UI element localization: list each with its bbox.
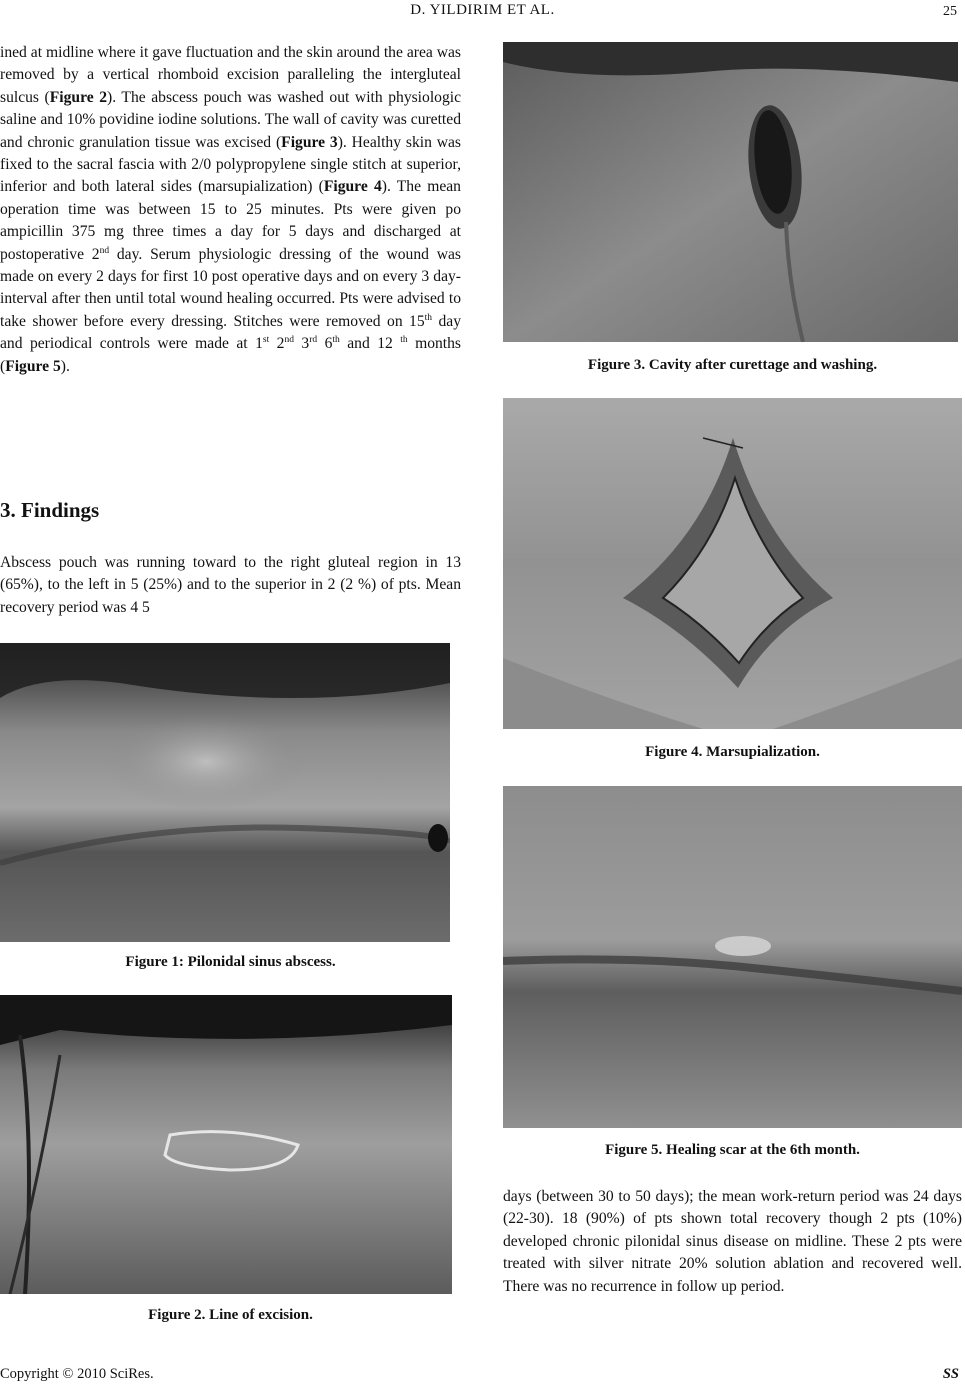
text-run: ). The abscess pouch was washed out with physiologic saline and 10% povidine iodine solutions. The wall of cavity was curetted and chronic granulation tissue was excised (	[0, 88, 461, 151]
page-number: 25	[943, 4, 957, 19]
superscript: nd	[284, 335, 294, 346]
text-run: 3	[293, 335, 310, 353]
figure-ref[interactable]: Figure 2	[49, 88, 108, 106]
text-run: ). Healthy skin was fixed to the sacral fascia with 2/0 polypropylene single stitch at superior, inferior and both lateral sides (marsupialization) (	[0, 133, 461, 196]
methods-paragraph	[0, 42, 461, 378]
figure-2-caption: Figure 2. Line of excision.	[148, 1307, 313, 1323]
text-run: ).	[60, 357, 70, 375]
results-paragraph: days (between 30 to 50 days); the mean work-return period was 24 days (22-30). 18 (90%) of pts shown total recovery though 2 pts (10%) developed chronic pilonidal sinus disease on midline. These 2 pts were treated with silver nitrate 20% solution ablation and recovered well. There was no recurrence in follow up period.	[503, 1188, 962, 1295]
figure-1-photo	[0, 643, 450, 942]
figure-ref[interactable]: Figure 5	[5, 357, 61, 375]
text-run: and 12	[339, 335, 401, 353]
figure-1-caption: Figure 1: Pilonidal sinus abscess.	[125, 954, 336, 970]
copyright-footer: Copyright © 2010 SciRes.	[0, 1366, 154, 1382]
figure-ref[interactable]: Figure 4	[323, 178, 382, 196]
section-heading-findings: 3. Findings	[0, 498, 100, 522]
figure-4-photo	[503, 398, 962, 729]
figure-ref[interactable]: Figure 3	[281, 133, 338, 151]
text-run: ). The mean operation time was between 15 to 25 minutes. Pts were given po ampicillin 375 mg three times a day for 5 days and discharged at postoperative 2	[0, 178, 461, 263]
figure-5-caption: Figure 5. Healing scar at the 6th month.	[605, 1142, 860, 1158]
text-run: day. Serum physiologic dressing of the wound was made on every 2 days for first 10 post operative days and on every 3 day-interval after then until total wound healing occurred. Pts were advised to take shower before every dressing. Stitches were removed on 15	[0, 245, 461, 330]
superscript: rd	[309, 335, 318, 346]
figure-4-caption: Figure 4. Marsupialization.	[645, 744, 820, 760]
figure-3-photo	[503, 42, 958, 342]
findings-paragraph: Abscess pouch was running toward to the right gluteal region in 13 (65%), to the left in 5 (25%) and to the superior in 2 (2 %) of pts. Mean recovery period was 4 5	[0, 554, 461, 616]
text-run: day and periodical controls were made at 1	[0, 312, 461, 353]
text-run: 6	[317, 335, 333, 353]
superscript: th	[400, 335, 408, 346]
running-header-author: D. YILDIRIM ET AL.	[410, 2, 555, 18]
figure-2-photo	[0, 995, 452, 1294]
superscript: st	[262, 335, 270, 346]
superscript: th	[424, 312, 433, 323]
superscript: th	[332, 335, 340, 346]
text-run: 2	[269, 335, 285, 353]
figure-3-caption: Figure 3. Cavity after curettage and washing.	[587, 357, 878, 373]
superscript: nd	[99, 245, 110, 256]
figure-5-photo	[503, 786, 962, 1128]
journal-abbreviation: SS	[942, 1366, 959, 1382]
text-run: months (	[0, 335, 462, 375]
text-run: ined at midline where it gave fluctuation and the skin around the area was removed by a vertical rhomboid excision paralleling the intergluteal sulcus (	[0, 44, 461, 106]
